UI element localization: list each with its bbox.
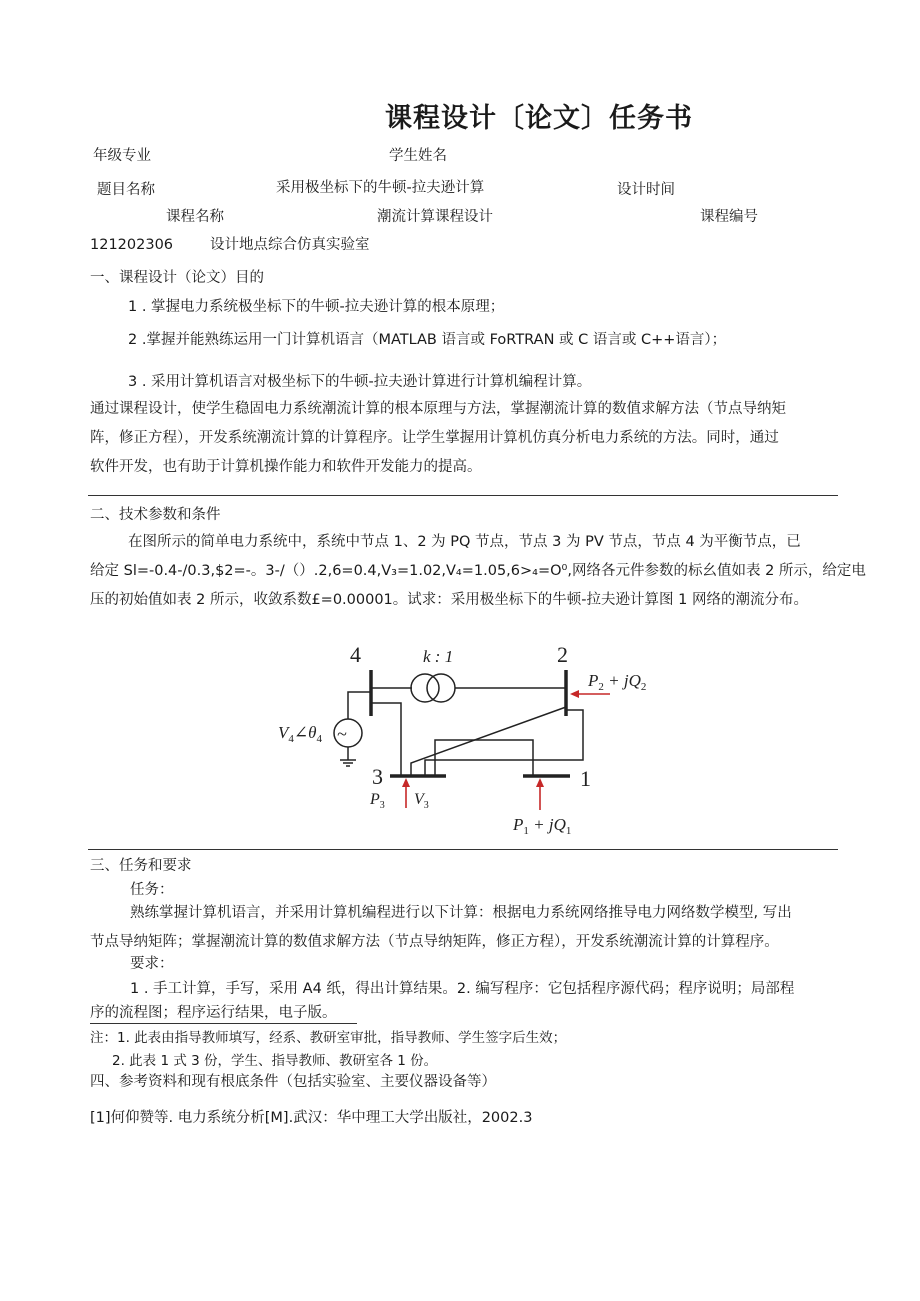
purpose-item-3: 3 . 采用计算机语言对极坐标下的牛顿-拉夫逊计算进行计算机编程计算。	[128, 374, 592, 390]
task-paragraph	[90, 899, 792, 957]
transformer-winding-2	[427, 674, 455, 702]
paragraph-line: 给定 Sl=-0.4-/0.3,$2=-。3-/（）.2,6=0.4,V₃=1.02,V₄=1.05,6>₄=O⁰,网络各元件参数的标幺值如表 2 所示，给定电	[90, 563, 866, 579]
page-title: 课程设计〔论文〕任务书	[385, 103, 693, 134]
node-1-label: 1	[580, 766, 591, 791]
load-1-label: $P_1 + jQ_1$	[513, 815, 572, 837]
load-2-label: $P_2 + jQ_2$	[588, 671, 647, 693]
reference-1: [1]何仰赞等. 电力系统分析[M].武汉：华中理工大学出版社，2002.3	[90, 1110, 533, 1126]
load-1-arrowhead	[536, 778, 544, 787]
note-2: 2. 此表 1 式 3 份，学生、指导教师、教研室各 1 份。	[112, 1053, 438, 1069]
section3-heading: 三、任务和要求	[90, 858, 192, 874]
grade-label: 年级专业	[93, 148, 151, 164]
paragraph-line: 软件开发，也有助于计算机操作能力和软件开发能力的提高。	[90, 459, 482, 475]
purpose-item-2: 2 .掌握并能熟练运用一门计算机语言（MATLAB 语言或 FoRTRAN 或 C 语言或 C++语言）；	[128, 332, 727, 348]
student-label: 学生姓名	[389, 148, 447, 164]
purpose-paragraph	[90, 395, 786, 482]
parameters-paragraph	[90, 528, 866, 615]
gen-3-arrowhead	[402, 778, 410, 787]
section1-heading: 一、课程设计（论文）目的	[90, 270, 264, 286]
paragraph-line: 熟练掌握计算机语言，并采用计算机编程进行以下计算：根据电力系统网络推导电力网络数学模型, 写出	[130, 905, 792, 921]
line-3-1	[435, 740, 533, 776]
paragraph-line: 压的初始值如表 2 所示，收敛系数£=0.00001。试求：采用极坐标下的牛顿-拉夫逊计算图 1 网络的潮流分布。	[90, 592, 808, 608]
transformer-ratio: k : 1	[423, 647, 454, 666]
section4-heading: 四、参考资料和现有根底条件（包括实验室、主要仪器设备等）	[90, 1074, 496, 1090]
divider	[88, 495, 838, 496]
requirements-line-2: 序的流程图；程序运行结果，电子版。	[90, 1003, 357, 1024]
requirements-line-1: 1 . 手工计算，手写，采用 A4 纸，得出计算结果。2. 编写程序：它包括程序源代码；程序说明；局部程	[130, 981, 795, 997]
course-value: 潮流计算课程设计	[377, 209, 493, 225]
node-3-v-label: $V_3$	[414, 791, 429, 811]
place-value: 设计地点综合仿真实验室	[210, 237, 370, 253]
task-label: 任务：	[130, 882, 174, 898]
topic-label: 题目名称	[97, 182, 155, 198]
power-system-diagram	[270, 630, 670, 840]
divider	[88, 849, 838, 850]
load-2-arrowhead	[570, 690, 579, 698]
node-3-label: 3	[372, 764, 383, 789]
node-2-label: 2	[557, 642, 568, 667]
requirements-label: 要求：	[130, 956, 174, 972]
paragraph-line: 节点导纳矩阵；掌握潮流计算的数值求解方法（节点导纳矩阵，修正方程），开发系统潮流计算的计算程序。	[90, 934, 779, 950]
section2-heading: 二、技术参数和条件	[90, 507, 221, 523]
topic-value: 采用极坐标下的牛顿-拉夫逊计算	[276, 180, 485, 196]
code-label: 课程编号	[700, 209, 758, 225]
note-1: 注：1. 此表由指导教师填写，经系、教研室审批，指导教师、学生签字后生效；	[90, 1030, 567, 1046]
line-2-1	[425, 710, 583, 776]
transformer-winding-1	[411, 674, 439, 702]
generator-symbol: ~	[337, 724, 347, 744]
paragraph-line: 通过课程设计，使学生稳固电力系统潮流计算的根本原理与方法，掌握潮流计算的数值求解方法（节点导纳矩	[90, 401, 786, 417]
purpose-item-1: 1 . 掌握电力系统极坐标下的牛顿-拉夫逊计算的根本原理；	[128, 299, 505, 315]
course-label: 课程名称	[166, 209, 224, 225]
generator-lead	[348, 692, 371, 719]
code-value: 121202306	[90, 237, 174, 253]
paragraph-line: 阵，修正方程），开发系统潮流计算的计算程序。让学生掌握用计算机仿真分析电力系统的方法。同时，通过	[90, 430, 779, 446]
paragraph-line: 在图所示的简单电力系统中，系统中节点 1、2 为 PQ 节点，节点 3 为 PV 节点，节点 4 为平衡节点，已	[128, 534, 801, 550]
time-label: 设计时间	[617, 182, 675, 198]
source-voltage-label: $V_4\angle\theta_4$	[278, 723, 322, 745]
node-3-p-label: $P_3$	[370, 791, 385, 811]
node-4-label: 4	[350, 642, 361, 667]
